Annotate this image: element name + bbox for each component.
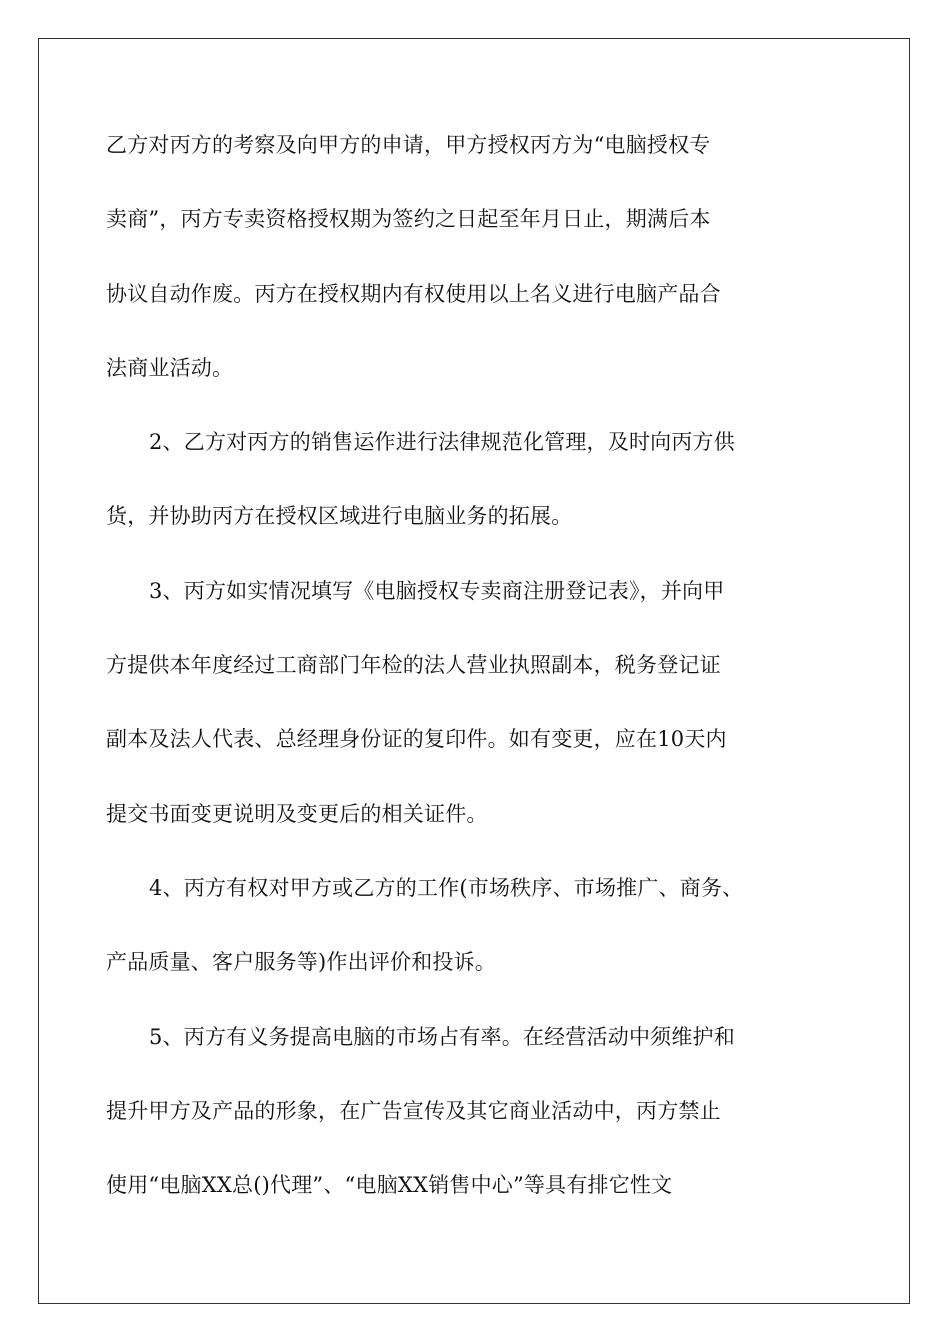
text-line: 提交书面变更说明及变更后的相关证件。 xyxy=(106,801,488,826)
document-body xyxy=(106,108,806,1222)
text-line: 副本及法人代表、总经理身份证的复印件。如有变更，应在10天内 xyxy=(106,727,727,752)
text-line: 卖商”，丙方专卖资格授权期为签约之日起至年月日止，期满后本 xyxy=(106,207,711,232)
text-line: 货，并协助丙方在授权区域进行电脑业务的拓展。 xyxy=(106,504,573,529)
text-line: 使用“电脑XX总()代理”、“电脑XX销售中心”等具有排它性文 xyxy=(106,1173,673,1198)
text-line: 协议自动作废。丙方在授权期内有权使用以上名义进行电脑产品合 xyxy=(106,281,721,306)
paragraph-start-line: 4、丙方有权对甲方或乙方的工作(市场秩序、市场推广、商务、 xyxy=(149,875,744,900)
paragraph-start-line: 3、丙方如实情况填写《电脑授权专卖商注册登记表》，并向甲 xyxy=(149,578,725,603)
text-line: 法商业活动。 xyxy=(106,355,234,380)
text-line: 方提供本年度经过工商部门年检的法人营业执照副本，税务登记证 xyxy=(106,653,721,678)
text-line: 乙方对丙方的考察及向甲方的申请，甲方授权丙方为“电脑授权专 xyxy=(106,133,711,157)
paragraph-start-line: 5、丙方有义务提高电脑的市场占有率。在经营活动中须维护和 xyxy=(149,1024,735,1049)
text-line: 产品质量、客户服务等)作出评价和投诉。 xyxy=(106,950,496,975)
paragraph-start-line: 2、乙方对丙方的销售运作进行法律规范化管理，及时向丙方供 xyxy=(149,430,735,455)
text-line: 提升甲方及产品的形象，在广告宣传及其它商业活动中，丙方禁止 xyxy=(106,1098,721,1123)
